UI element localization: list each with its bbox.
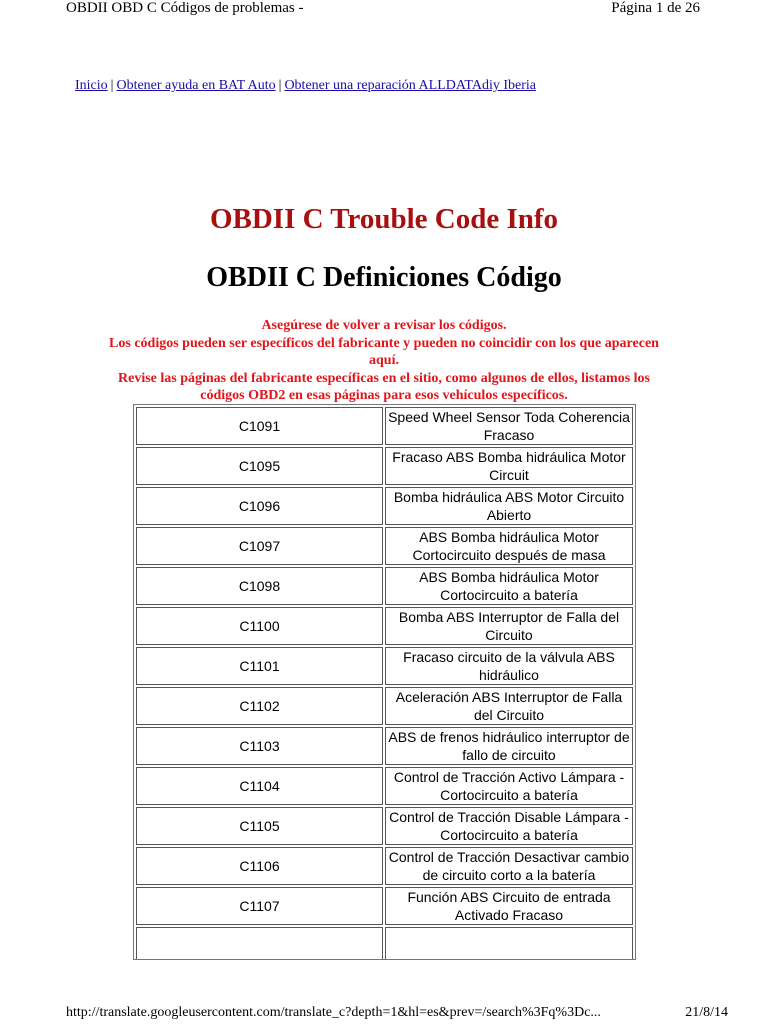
code-cell: C1100 <box>136 607 383 645</box>
table-row <box>136 607 633 645</box>
description-cell: Función ABS Circuito de entrada Activado Fracaso <box>385 887 633 925</box>
code-cell: C1106 <box>136 847 383 885</box>
page-number: Página 1 de 26 <box>611 0 700 16</box>
code-cell <box>136 927 383 960</box>
nav-separator: | <box>278 78 282 93</box>
footer-date: 21/8/14 <box>685 1005 728 1020</box>
breadcrumb-nav <box>75 78 536 94</box>
code-cell: C1095 <box>136 447 383 485</box>
nav-link-inicio[interactable]: Inicio <box>75 78 108 93</box>
description-cell: Aceleración ABS Interruptor de Falla del Circuito <box>385 687 633 725</box>
description-cell: ABS Bomba hidráulica Motor Cortocircuito después de masa <box>385 527 633 565</box>
description-cell: ABS Bomba hidráulica Motor Cortocircuito a batería <box>385 567 633 605</box>
table-row <box>136 567 633 605</box>
nav-separator: | <box>110 78 114 93</box>
trouble-code-table <box>133 404 636 960</box>
table-row <box>136 887 633 925</box>
description-cell <box>385 927 633 960</box>
code-cell: C1101 <box>136 647 383 685</box>
description-cell: Control de Tracción Activo Lámpara - Cortocircuito a batería <box>385 767 633 805</box>
table-row <box>136 847 633 885</box>
description-cell: Bomba hidráulica ABS Motor Circuito Abierto <box>385 487 633 525</box>
notice-line: Revise las páginas del fabricante específicas en el sitio, como algunos de ellos, listamos los códigos OBD2 en esas páginas para esos vehículos específicos. <box>118 370 650 403</box>
description-cell: ABS de frenos hidráulico interruptor de fallo de circuito <box>385 727 633 765</box>
table-row <box>136 527 633 565</box>
footer-url: http://translate.googleusercontent.com/translate_c?depth=1&hl=es&prev=/search%3Fq%3Dc... <box>66 1005 601 1020</box>
code-cell: C1104 <box>136 767 383 805</box>
table-row <box>136 447 633 485</box>
code-cell: C1097 <box>136 527 383 565</box>
code-cell: C1107 <box>136 887 383 925</box>
table-row <box>136 487 633 525</box>
table-row <box>136 407 633 445</box>
table-row <box>136 927 633 960</box>
description-cell: Control de Tracción Disable Lámpara - Cortocircuito a batería <box>385 807 633 845</box>
code-cell: C1103 <box>136 727 383 765</box>
code-cell: C1096 <box>136 487 383 525</box>
print-header <box>0 0 768 20</box>
print-footer <box>0 1005 768 1024</box>
document-title: OBDII OBD C Códigos de problemas - <box>66 0 304 16</box>
page-title: OBDII C Trouble Code Info <box>209 203 559 235</box>
description-cell: Control de Tracción Desactivar cambio de circuito corto a la batería <box>385 847 633 885</box>
description-cell: Speed Wheel Sensor Toda Coherencia Fracaso <box>385 407 633 445</box>
code-table-body <box>136 407 633 960</box>
table-row <box>136 727 633 765</box>
table-row <box>136 687 633 725</box>
table-row <box>136 767 633 805</box>
table-row <box>136 647 633 685</box>
description-cell: Bomba ABS Interruptor de Falla del Circuito <box>385 607 633 645</box>
description-cell: Fracaso circuito de la válvula ABS hidráulico <box>385 647 633 685</box>
notice-line: Los códigos pueden ser específicos del fabricante y pueden no coincidir con los que aparecen aquí. <box>109 335 659 368</box>
code-cell: C1102 <box>136 687 383 725</box>
code-cell: C1105 <box>136 807 383 845</box>
description-cell: Fracaso ABS Bomba hidráulica Motor Circuit <box>385 447 633 485</box>
nav-link-alldatadiy[interactable]: Obtener una reparación ALLDATAdiy Iberia <box>284 78 536 93</box>
page-subtitle: OBDII C Definiciones Código <box>206 262 562 293</box>
code-cell: C1098 <box>136 567 383 605</box>
table-row <box>136 807 633 845</box>
nav-link-bat-auto[interactable]: Obtener ayuda en BAT Auto <box>116 78 276 93</box>
notice-line: Asegúrese de volver a revisar los códigos. <box>261 318 507 333</box>
warning-notice <box>100 317 668 405</box>
code-cell: C1091 <box>136 407 383 445</box>
